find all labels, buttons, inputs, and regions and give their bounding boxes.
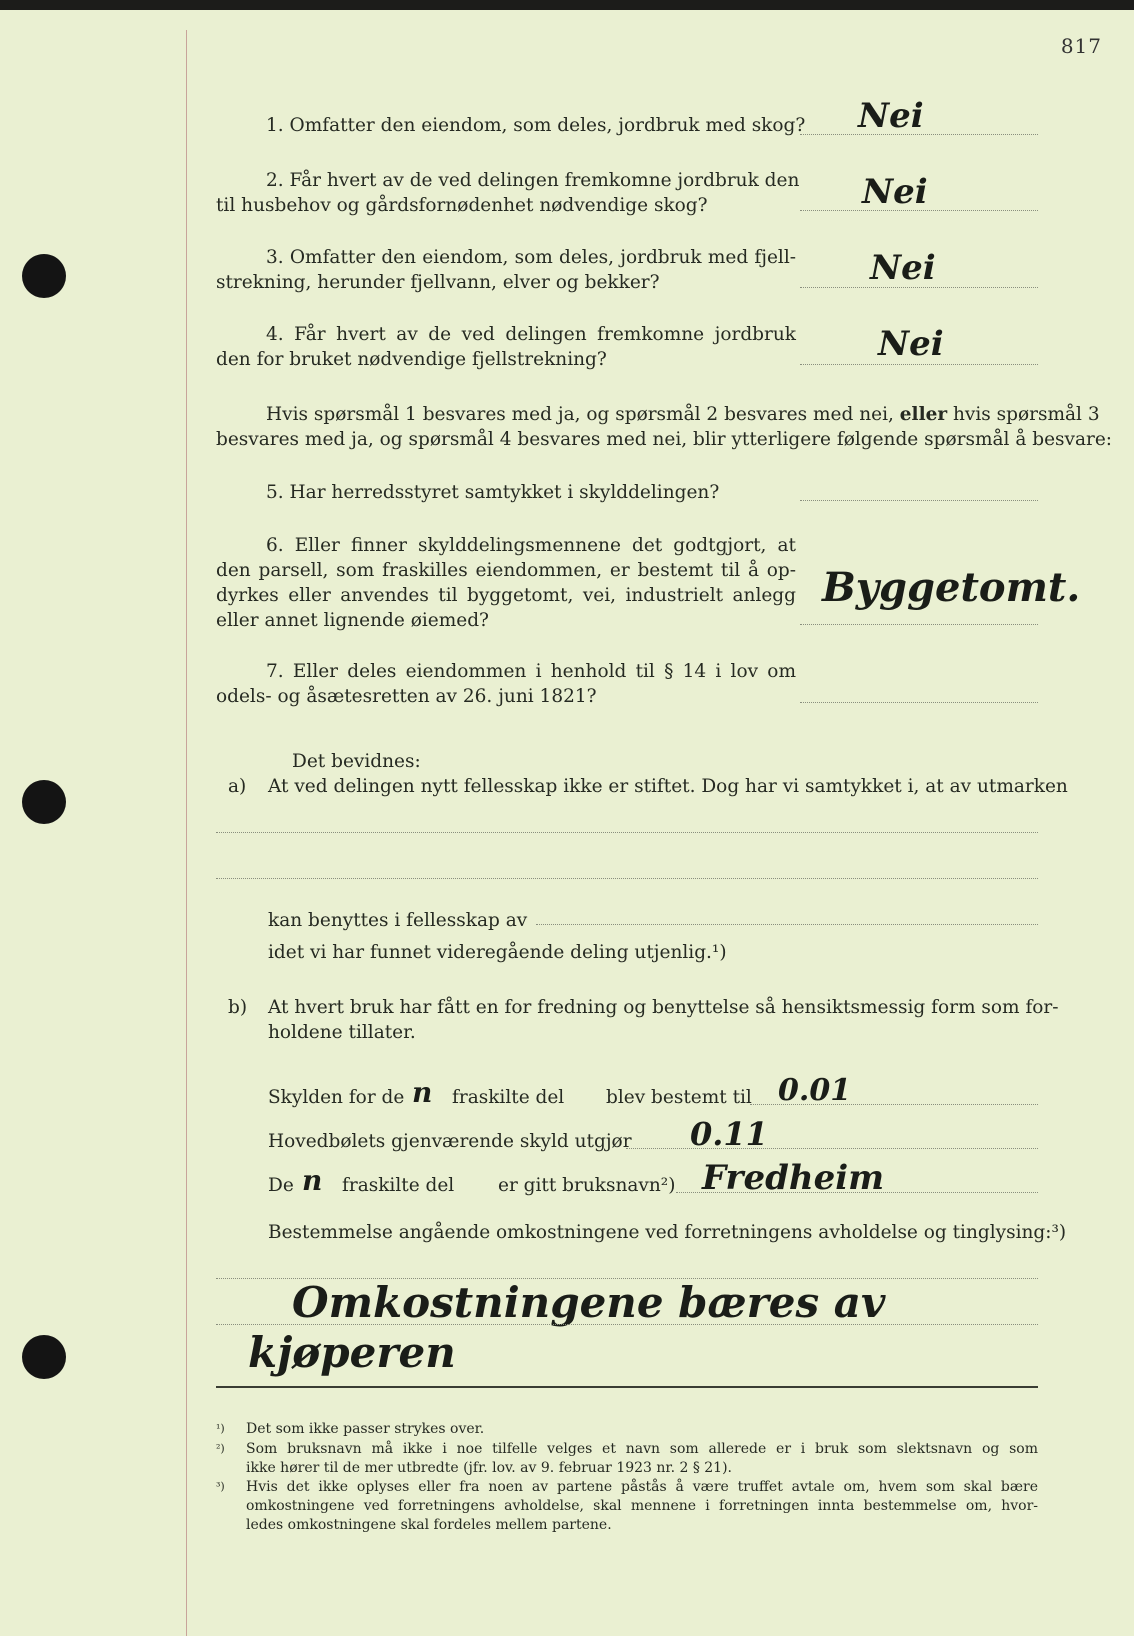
page-number: 817 bbox=[1060, 34, 1102, 58]
skyld-hand-n: n bbox=[412, 1076, 433, 1109]
question-3-text-cont: strekning, herunder fjellvann, elver og bekker? bbox=[216, 272, 660, 293]
bruksnavn-label-c: er gitt bruksnavn²) bbox=[498, 1175, 676, 1196]
footnote-3-text-3: ledes omkostningene skal fordeles mellem partene. bbox=[246, 1517, 612, 1533]
cost-handwritten-line-1: Omkostningene bæres av bbox=[292, 1278, 886, 1327]
answer-line bbox=[800, 364, 1038, 365]
bruksnavn-hand-n: n bbox=[302, 1164, 323, 1197]
item-b-label: b) bbox=[228, 997, 248, 1018]
footnote-3-mark: ³) bbox=[216, 1480, 225, 1493]
fill-line bbox=[216, 878, 1038, 879]
fill-line bbox=[626, 1148, 1038, 1149]
punch-hole bbox=[22, 254, 66, 298]
answer-2-handwritten: Nei bbox=[862, 172, 928, 212]
footnote-divider bbox=[216, 1386, 1038, 1388]
scan-top-edge bbox=[0, 0, 1134, 10]
bevidnes-heading: Det bevidnes: bbox=[292, 751, 421, 772]
instruction-line-1: Hvis spørsmål 1 besvares med ja, og spørsmål 2 besvares med nei, eller hvis spørsmål 3 bbox=[266, 404, 1100, 425]
item-a-text: At ved delingen nytt fellesskap ikke er stiftet. Dog har vi samtykket i, at av utmarken bbox=[268, 776, 1068, 797]
question-3-text: 3. Omfatter den eiendom, som deles, jordbruk med fjell- bbox=[266, 247, 796, 268]
answer-3-handwritten: Nei bbox=[870, 248, 936, 288]
question-4-text: 4. Får hvert av de ved delingen fremkomne jordbruk bbox=[266, 324, 796, 345]
document-page bbox=[0, 10, 1134, 1636]
footnote-1-mark: ¹) bbox=[216, 1422, 225, 1435]
answer-1-handwritten: Nei bbox=[858, 96, 924, 136]
answer-6-handwritten: Byggetomt. bbox=[822, 564, 1081, 611]
question-6-text: 6. Eller finner skylddelingsmennene det godtgjort, at bbox=[266, 535, 796, 556]
question-6-text-2: den parsell, som fraskilles eiendommen, er bestemt til å op- bbox=[216, 560, 796, 581]
fill-line bbox=[216, 832, 1038, 833]
punch-hole bbox=[22, 1335, 66, 1379]
question-2-text: 2. Får hvert av de ved delingen fremkomne jordbruk den bbox=[266, 170, 800, 191]
bruksnavn-label-a: De bbox=[268, 1175, 294, 1196]
item-a-conclusion: idet vi har funnet videregående deling utjenlig.¹) bbox=[268, 942, 727, 963]
fill-line bbox=[536, 924, 1038, 925]
skyld-label-b: fraskilte del bbox=[452, 1087, 565, 1108]
item-a-label: a) bbox=[228, 776, 247, 797]
answer-line bbox=[800, 500, 1038, 501]
margin-rule bbox=[186, 30, 187, 1636]
question-6-text-4: eller annet lignende øiemed? bbox=[216, 610, 489, 631]
footnote-2-text-2: ikke hører til de mer utbredte (jfr. lov. av 9. februar 1923 nr. 2 § 21). bbox=[246, 1460, 733, 1476]
footnote-2-mark: ²) bbox=[216, 1442, 225, 1455]
bruksnavn-label-b: fraskilte del bbox=[342, 1175, 455, 1196]
question-1-text: 1. Omfatter den eiendom, som deles, jordbruk med skog? bbox=[266, 115, 806, 136]
answer-line bbox=[800, 624, 1038, 625]
hovedbol-value-handwritten: 0.11 bbox=[690, 1115, 768, 1153]
question-5-text: 5. Har herredsstyret samtykket i skylddelingen? bbox=[266, 482, 720, 503]
question-4-text-cont: den for bruket nødvendige fjellstrekning? bbox=[216, 349, 607, 370]
item-a-shared-use: kan benyttes i fellesskap av bbox=[268, 910, 528, 931]
footnote-3-text-2: omkostningene ved forretningens avholdelse, skal mennene i forretningen innta bestemmelse om, hvor- bbox=[246, 1498, 1038, 1514]
answer-4-handwritten: Nei bbox=[878, 324, 944, 364]
answer-line bbox=[800, 702, 1038, 703]
footnote-2-text: Som bruksnavn må ikke i noe tilfelle velges et navn som allerede er i bruk som slektsnavn og som bbox=[246, 1441, 1038, 1457]
question-2-text-cont: til husbehov og gårdsfornødenhet nødvendige skog? bbox=[216, 195, 708, 216]
skyld-label-a: Skylden for de bbox=[268, 1087, 405, 1108]
question-7-text-2: odels- og åsætesretten av 26. juni 1821? bbox=[216, 686, 597, 707]
item-b-text: At hvert bruk har fått en for fredning og benyttelse så hensiktsmessig form som for- bbox=[268, 997, 1059, 1018]
item-b-text-2: holdene tillater. bbox=[268, 1022, 416, 1043]
skyld-value-handwritten: 0.01 bbox=[778, 1073, 852, 1108]
bruksnavn-value-handwritten: Fredheim bbox=[702, 1158, 885, 1198]
cost-handwritten-line-2: kjøperen bbox=[248, 1328, 456, 1377]
punch-hole bbox=[22, 780, 66, 824]
fill-line bbox=[216, 1324, 1038, 1325]
hovedbol-label: Hovedbølets gjenværende skyld utgjør bbox=[268, 1131, 632, 1152]
question-6-text-3: dyrkes eller anvendes til byggetomt, vei, industrielt anlegg bbox=[216, 585, 796, 606]
footnote-3-text: Hvis det ikke oplyses eller fra noen av partene påstås å være truffet avtale om, hvem som skal bære bbox=[246, 1479, 1038, 1495]
footnote-1-text: Det som ikke passer strykes over. bbox=[246, 1421, 485, 1437]
skyld-label-c: blev bestemt til bbox=[606, 1087, 752, 1108]
omkostning-label: Bestemmelse angående omkostningene ved forretningens avholdelse og tinglysing:³) bbox=[268, 1222, 1067, 1243]
question-7-text: 7. Eller deles eiendommen i henhold til § 14 i lov om bbox=[266, 661, 796, 682]
instruction-line-2: besvares med ja, og spørsmål 4 besvares med nei, blir ytterligere følgende spørsmål å besvare: bbox=[216, 429, 1113, 450]
